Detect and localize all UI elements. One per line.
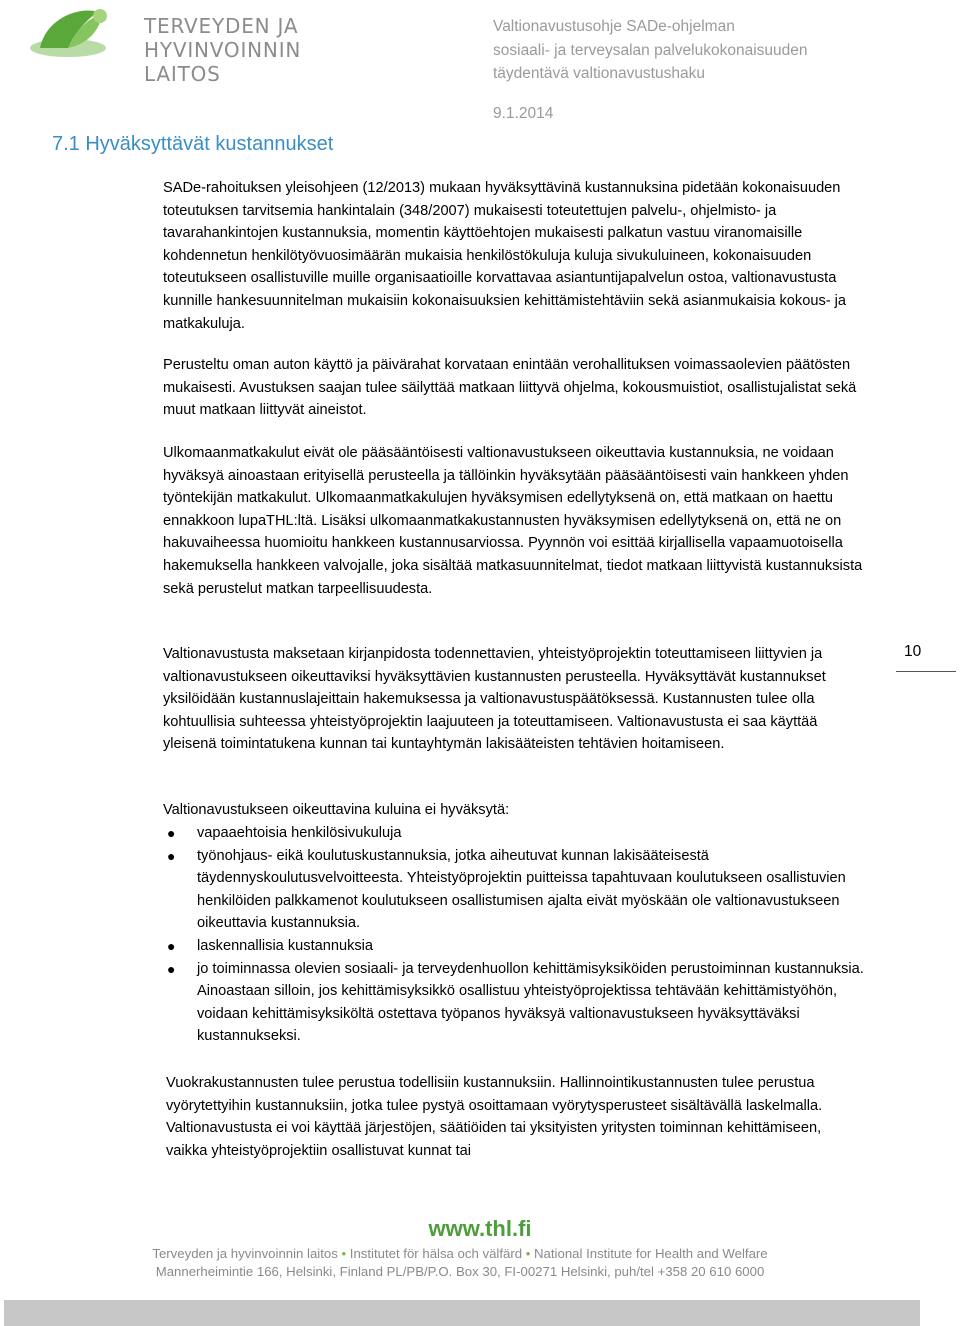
paragraph-car-allowances: Perusteltu oman auton käyttö ja päivärahat korvataan enintään verohallituksen voimassaolevien päätösten mukaisesti. Avustuksen saajan tulee säilyttää matkaan liittyvä ohjelma, kokousmuistiot, osallistujalistat sekä muut matkaan liittyvät aineistot. xyxy=(163,357,857,419)
footer-name-sv: Institutet för hälsa och välfärd xyxy=(349,1246,523,1261)
org-name-line1: TERVEYDEN JA xyxy=(144,14,299,38)
paragraph-ineligible-intro: Valtionavustukseen oikeuttavina kuluina ei hyväksytä: xyxy=(163,802,510,818)
list-item xyxy=(163,845,875,935)
list-item-text: vapaaehtoisia henkilösivukuluja xyxy=(197,825,402,841)
doc-title-line3: täydentävä valtionavustushaku xyxy=(493,65,705,82)
bullet-icon: ● xyxy=(167,847,176,864)
list-item-text: työnohjaus- eikä koulutuskustannuksia, jotka aiheutuvat kunnan lakisääteisestä täydennyskoulutusvelvoitteesta. Yhteistyöprojektin puitteissa tapahtuvaan koulutukseen osallistuvien henkilöiden palkkamenot koulutukseen osallistumisen ajalta eivät myöskään ole valtionavustukseen oikeuttavia kustannuksia. xyxy=(197,847,846,932)
list-item xyxy=(163,822,875,845)
list-item-text: jo toiminnassa olevien sosiaali- ja terveydenhuollon kehittämisyksiköiden perustoiminnan kustannuksia. Ainoastaan silloin, jos kehittämisyksikkö osallistuu yhteistyöprojektissa tehtävään kehittämistyöhön, voidaan kehittämisyksiköltä ostettava työpanos hyväksyä valtionavustukseen hyväksyttäväksi kustannukseksi. xyxy=(197,960,864,1045)
bullet-icon: ● xyxy=(167,825,176,841)
page-number: 10 xyxy=(904,643,922,660)
footer-website-link[interactable]: www.thl.fi xyxy=(428,1216,532,1241)
logo-wordmark xyxy=(144,14,373,86)
doc-title-line2: sosiaali- ja terveysalan palvelukokonaisuuden xyxy=(493,41,808,59)
footer-name-fi: Terveyden ja hyvinvoinnin laitos xyxy=(152,1246,338,1261)
footer-org-names xyxy=(0,1246,920,1261)
list-item xyxy=(163,958,875,1048)
footer-name-en: National Institute for Health and Welfare xyxy=(534,1246,768,1261)
ineligible-costs-list xyxy=(163,822,875,1048)
bullet-icon: ● xyxy=(167,937,176,954)
page-number-rule xyxy=(896,671,956,672)
paragraph-rent-admin-costs: Vuokrakustannusten tulee perustua todellisiin kustannuksiin. Hallinnointikustannusten tulee perustua vyörytettyihin kustannuksiin, jotka tulee pystyä osoittamaan vyörytysperusteet sisältävällä laskelmalla. Valtionavustusta ei voi käyttää järjestöjen, säätiöiden tai yksityisten yritysten toiminnan kehittämiseen, vaikka yhteistyöprojektiin osallistuvat kunnat tai xyxy=(166,1075,823,1159)
footer-bar xyxy=(4,1300,920,1326)
document-date: 9.1.2014 xyxy=(493,105,554,122)
section-heading: 7.1 Hyväksyttävät kustannukset xyxy=(52,133,334,155)
paragraph-payment-basis: Valtionavustusta maksetaan kirjanpidosta todennettavien, yhteistyöprojektin toteuttamiseen liittyvien ja valtionavustukseen oikeuttaviksi hyväksyttävien kustannusten perusteella. Hyväksyttävät kustannukset yksilöidään kustannuslajeittain hakemuksessa ja valtionavustuspäätöksessä. Kustannusten tulee olla kohtuullisia suhteessa yhteistyöprojektin laajuuteen ja toteuttamiseen. Valtionavustusta ei saa käyttää yleisenä toimintatukena kunnan tai kuntayhtymän lakisääteisten tehtävien hoitamiseen. xyxy=(163,646,826,753)
bullet-icon: ● xyxy=(167,960,176,977)
list-item-text: laskennallisia kustannuksia xyxy=(197,937,374,954)
paragraph-foreign-travel: Ulkomaanmatkakulut eivät ole pääsääntöisesti valtionavustukseen oikeuttavia kustannuksia, ne voidaan hyväksyä ainoastaan erityisellä perusteella ja tällöinkin hyväksytään pääsääntöisesti vain hankkeen yhden työntekijän matkakulut. Ulkomaanmatkakulujen hyväksymisen edellytyksenä on, että matkaan on haettu ennakkoon lupaTHL:ltä. Lisäksi ulkomaanmatkakustannusten hyväksymisen edellytyksenä on, että ne on hakuvaiheessa huomioitu hankkeen kustannusarviossa. Pyynnön voi esittää kirjallisella vapaamuotoisella hakemuksella hankkeen valvojalle, joka sisältää matkasuunnitelmat, tiedot matkaan liittyvistä kustannuksista sekä perustelut matkan tarpeellisuudesta. xyxy=(163,445,863,597)
footer-separator: • xyxy=(525,1246,531,1261)
footer-separator: • xyxy=(341,1246,347,1261)
thl-logo xyxy=(28,4,373,86)
doc-title-line1: Valtionavustusohje SADe-ohjelman xyxy=(493,18,735,35)
logo-leaf-icon xyxy=(28,4,124,66)
document-title xyxy=(493,15,808,86)
paragraph-eligible-costs: SADe-rahoituksen yleisohjeen (12/2013) mukaan hyväksyttävinä kustannuksina pidetään kokonaisuuden toteutuksen tarvitsemia hankintalain (348/2007) mukaisesti toteutettujen palvelu-, ohjelmisto- ja tavarahankintojen kustannuksia, momentin käyttöehtojen mukaisesti palkatun vastuu viranomaisille kohdennetun henkilötyövuosimäärän mukaisia henkilöstökuluja kuluja sivukuluineen, kokonaisuuden toteutukseen osallistuville muille organisaatioille korvattavaa asiantuntijapalvelun ostoa, valtionavustusta kunnille hankesuunnitelman mukaisiin kokonaisuuksien kehittämistehtäviin sekä asianmukaisia kokous- ja matkakuluja. xyxy=(163,180,847,332)
list-item xyxy=(163,935,875,958)
footer-address: Mannerheimintie 166, Helsinki, Finland PL/PB/P.O. Box 30, FI-00271 Helsinki, puh/tel +358 20 610 6000 xyxy=(155,1264,765,1279)
org-name-line2: HYVINVOINNIN LAITOS xyxy=(144,38,302,86)
